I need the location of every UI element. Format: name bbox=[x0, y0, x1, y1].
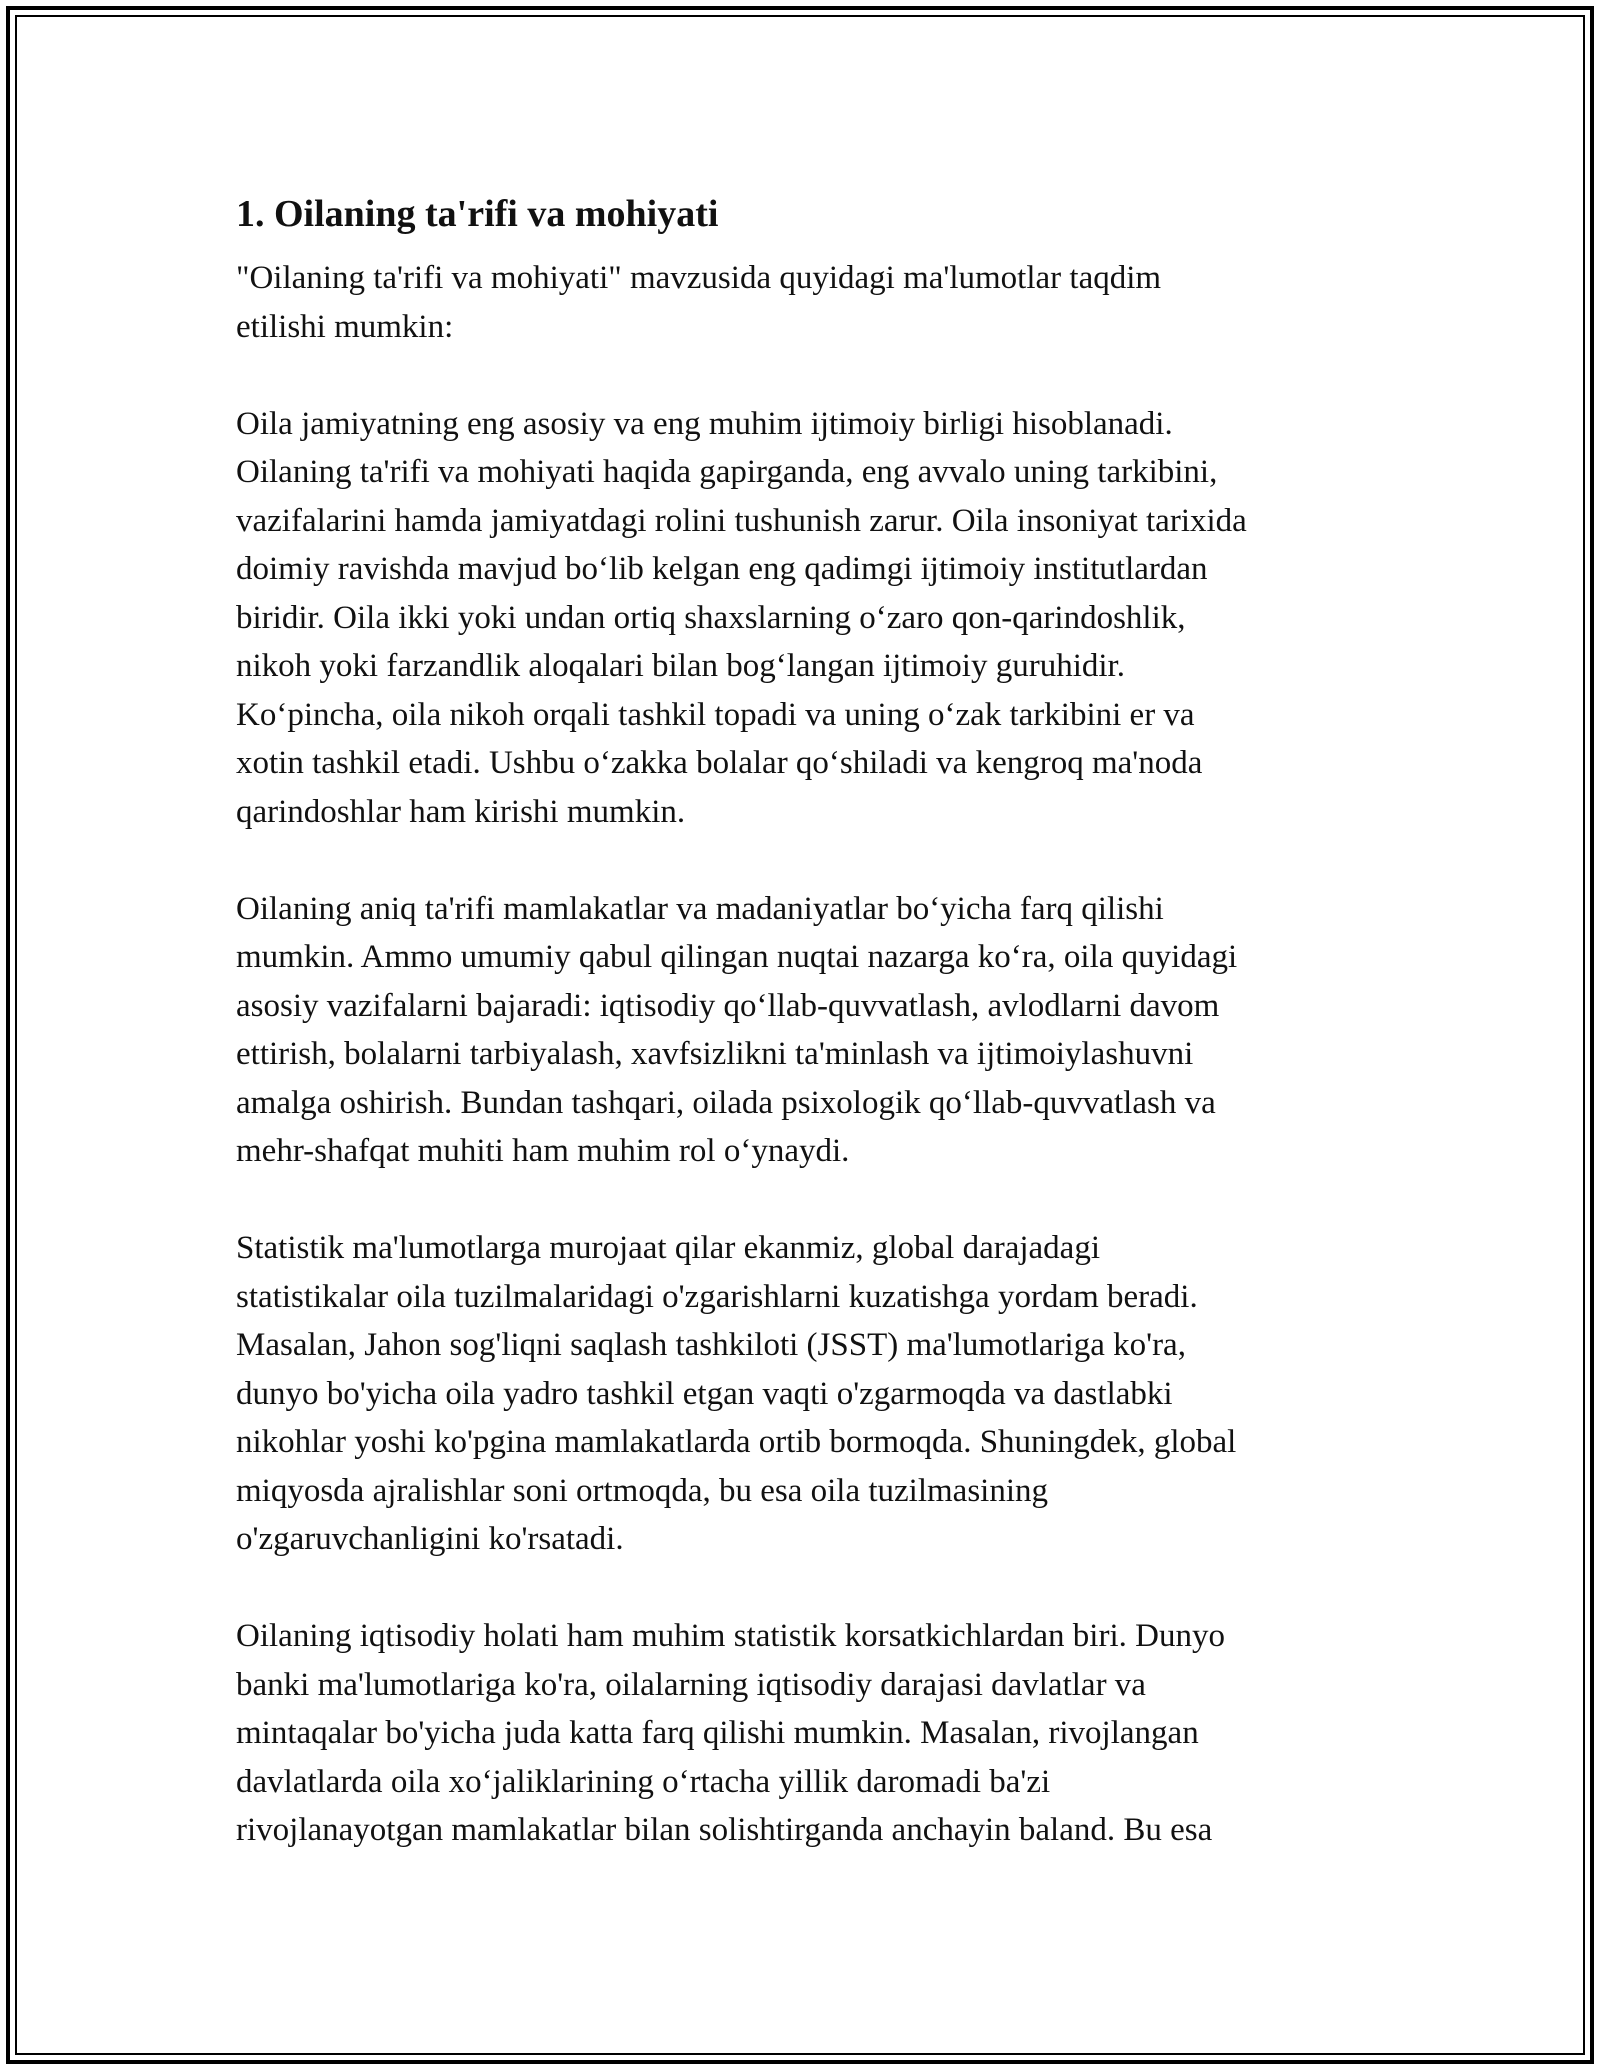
paragraph-statistics: Statistik ma'lumotlarga murojaat qilar ekanmiz, global darajadagi statistikalar oila tuzilmalaridagi o'zgarishlarni kuzatishga yordam beradi. Masalan, Jahon sog'liqni saqlash tashkiloti (JSST) ma'lumotlariga ko'ra, dunyo bo'yicha oila yadro tashkil etgan vaqti o'zgarmoqda va dastlabki nikohlar yoshi ko'pgina mamlakatlarda ortib bormoqda. Shuningdek, global miqyosda ajralishlar soni ortmoqda, bu esa oila tuzilmasining o'zgaruvchanligini ko'rsatadi. bbox=[236, 1230, 1237, 1557]
document-body bbox=[236, 186, 1370, 1903]
paragraph-intro: "Oilaning ta'rifi va mohiyati" mavzusida quyidagi ma'lumotlar taqdim etilishi mumkin: bbox=[236, 260, 1162, 345]
paragraph-economics: Oilaning iqtisodiy holati ham muhim statistik korsatkichlardan biri. Dunyo banki ma'lumotlariga ko'ra, oilalarning iqtisodiy darajasi davlatlar va mintaqalar bo'yicha juda katta farq qilishi mumkin. Masalan, rivojlangan davlatlarda oila xo‘jaliklarining o‘rtacha yillik daromadi ba'zi rivojlanayotgan mamlakatlar bilan solishtirganda anchayin baland. Bu esa bbox=[236, 1618, 1225, 1848]
section-heading: 1. Oilaning ta'rifi va mohiyati bbox=[236, 193, 719, 235]
paragraph-functions: Oilaning aniq ta'rifi mamlakatlar va madaniyatlar bo‘yicha farq qilishi mumkin. Ammo umumiy qabul qilingan nuqtai nazarga ko‘ra, oila quyidagi asosiy vazifalarni bajaradi: iqtisodiy qo‘llab-quvvatlash, avlodlarni davom ettirish, bolalarni tarbiyalash, xavfsizlikni ta'minlash va ijtimoiylashuvni amalga oshirish. Bundan tashqari, oilada psixologik qo‘llab-quvvatlash va mehr-shafqat muhiti ham muhim rol o‘ynaydi. bbox=[236, 890, 1238, 1169]
paragraph-definition: Oila jamiyatning eng asosiy va eng muhim ijtimoiy birligi hisoblanadi. Oilaning ta'rifi va mohiyati haqida gapirganda, eng avvalo uning tarkibini, vazifalarini hamda jamiyatdagi rolini tushunish zarur. Oila insoniyat tarixida doimiy ravishda mavjud bo‘lib kelgan eng qadimgi ijtimoiy institutlardan biridir. Oila ikki yoki undan ortiq shaxslarning o‘zaro qon-qarindoshlik, nikoh yoki farzandlik aloqalari bilan bog‘langan ijtimoiy guruhidir. Ko‘pincha, oila nikoh orqali tashkil topadi va uning o‘zak tarkibini er va xotin tashkil etadi. Ushbu o‘zakka bolalar qo‘shiladi va kengroq ma'noda qarindoshlar ham kirishi mumkin. bbox=[236, 405, 1247, 830]
